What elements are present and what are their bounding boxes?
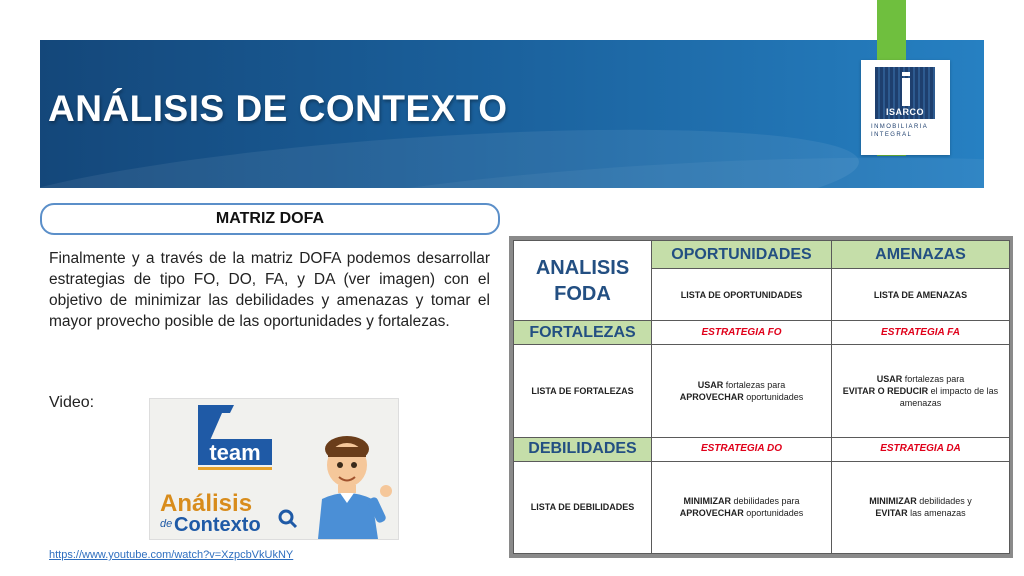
cell-da-strategy (832, 461, 1010, 553)
fo-verb-2: APROVECHAR (679, 391, 744, 402)
strategy-fa: ESTRATEGIA FA (832, 321, 1010, 345)
cell-fo-strategy (652, 345, 832, 437)
section-heading: MATRIZ DOFA (40, 203, 500, 235)
thumb-title-line-3: Contexto (174, 514, 261, 536)
header-strengths: FORTALEZAS (514, 321, 652, 345)
da-text-1: debilidades y (916, 496, 972, 507)
logo-tagline-line-2: INTEGRAL (871, 132, 913, 138)
video-thumbnail[interactable] (149, 398, 399, 540)
corner-title-line-2: FODA (554, 282, 611, 305)
dofa-matrix (509, 236, 1013, 558)
video-thumbnail-art (150, 399, 398, 539)
table-row (514, 437, 1010, 461)
strategy-do: ESTRATEGIA DO (652, 437, 832, 461)
list-weaknesses: LISTA DE DEBILIDADES (514, 461, 652, 553)
fo-text-1: fortalezas para (723, 379, 786, 390)
logo-name: ISARCO (885, 107, 924, 117)
do-verb-1: MINIMIZAR (683, 496, 731, 507)
cell-do-strategy (652, 461, 832, 553)
logo-tagline (871, 123, 943, 139)
table-row (514, 461, 1010, 553)
fo-verb-1: USAR (697, 379, 724, 390)
video-label: Video: (49, 394, 95, 411)
list-opportunities: LISTA DE OPORTUNIDADES (652, 269, 832, 321)
cell-fa-strategy (832, 345, 1010, 437)
table-row (514, 321, 1010, 345)
thumb-title-line-1: Análisis (160, 490, 253, 517)
body-paragraph: Finalmente y a través de la matriz DOFA podemos desarrollar estrategias de tipo FO, DO, FA, y DA (ver imagen) con el objetivo de minimizar las debilidades y amenazas y tomar el mayor provecho posible de las oportunidades y fortalezas. (49, 250, 490, 330)
list-threats: LISTA DE AMENAZAS (832, 269, 1010, 321)
da-verb-1: MINIMIZAR (869, 496, 917, 507)
header-opportunities: OPORTUNIDADES (652, 241, 832, 269)
thumb-brand: team (209, 440, 261, 465)
fa-verb-1: USAR (876, 373, 903, 384)
header-weaknesses: DEBILIDADES (514, 437, 652, 461)
table-row (514, 345, 1010, 437)
list-strengths: LISTA DE FORTALEZAS (514, 345, 652, 437)
thumb-title-line-2: de (160, 518, 173, 530)
strategy-da: ESTRATEGIA DA (832, 437, 1010, 461)
corner-title-line-1: ANALISIS (535, 256, 630, 279)
fa-text-2: el impacto de las amenazas (899, 385, 999, 408)
company-logo (861, 60, 950, 155)
header-threats: AMENAZAS (832, 241, 1010, 269)
video-link[interactable]: https://www.youtube.com/watch?v=XzpcbVkUkNY (49, 549, 294, 561)
fo-text-2: oportunidades (743, 391, 804, 402)
da-verb-2: EVITAR (875, 508, 908, 519)
da-text-2: las amenazas (907, 508, 966, 519)
strategy-fo: ESTRATEGIA FO (652, 321, 832, 345)
dofa-table (513, 240, 1010, 554)
do-verb-2: APROVECHAR (679, 508, 744, 519)
table-row (514, 241, 1010, 269)
do-text-1: debilidades para (730, 496, 800, 507)
logo-tagline-line-1: INMOBILIARIA (871, 124, 929, 130)
fa-text-1: fortalezas para (902, 373, 965, 384)
do-text-2: oportunidades (743, 508, 804, 519)
matrix-corner-title (514, 241, 652, 321)
slide-title: ANÁLISIS DE CONTEXTO (48, 88, 508, 129)
fa-verb-2: EVITAR O REDUCIR (842, 385, 929, 396)
